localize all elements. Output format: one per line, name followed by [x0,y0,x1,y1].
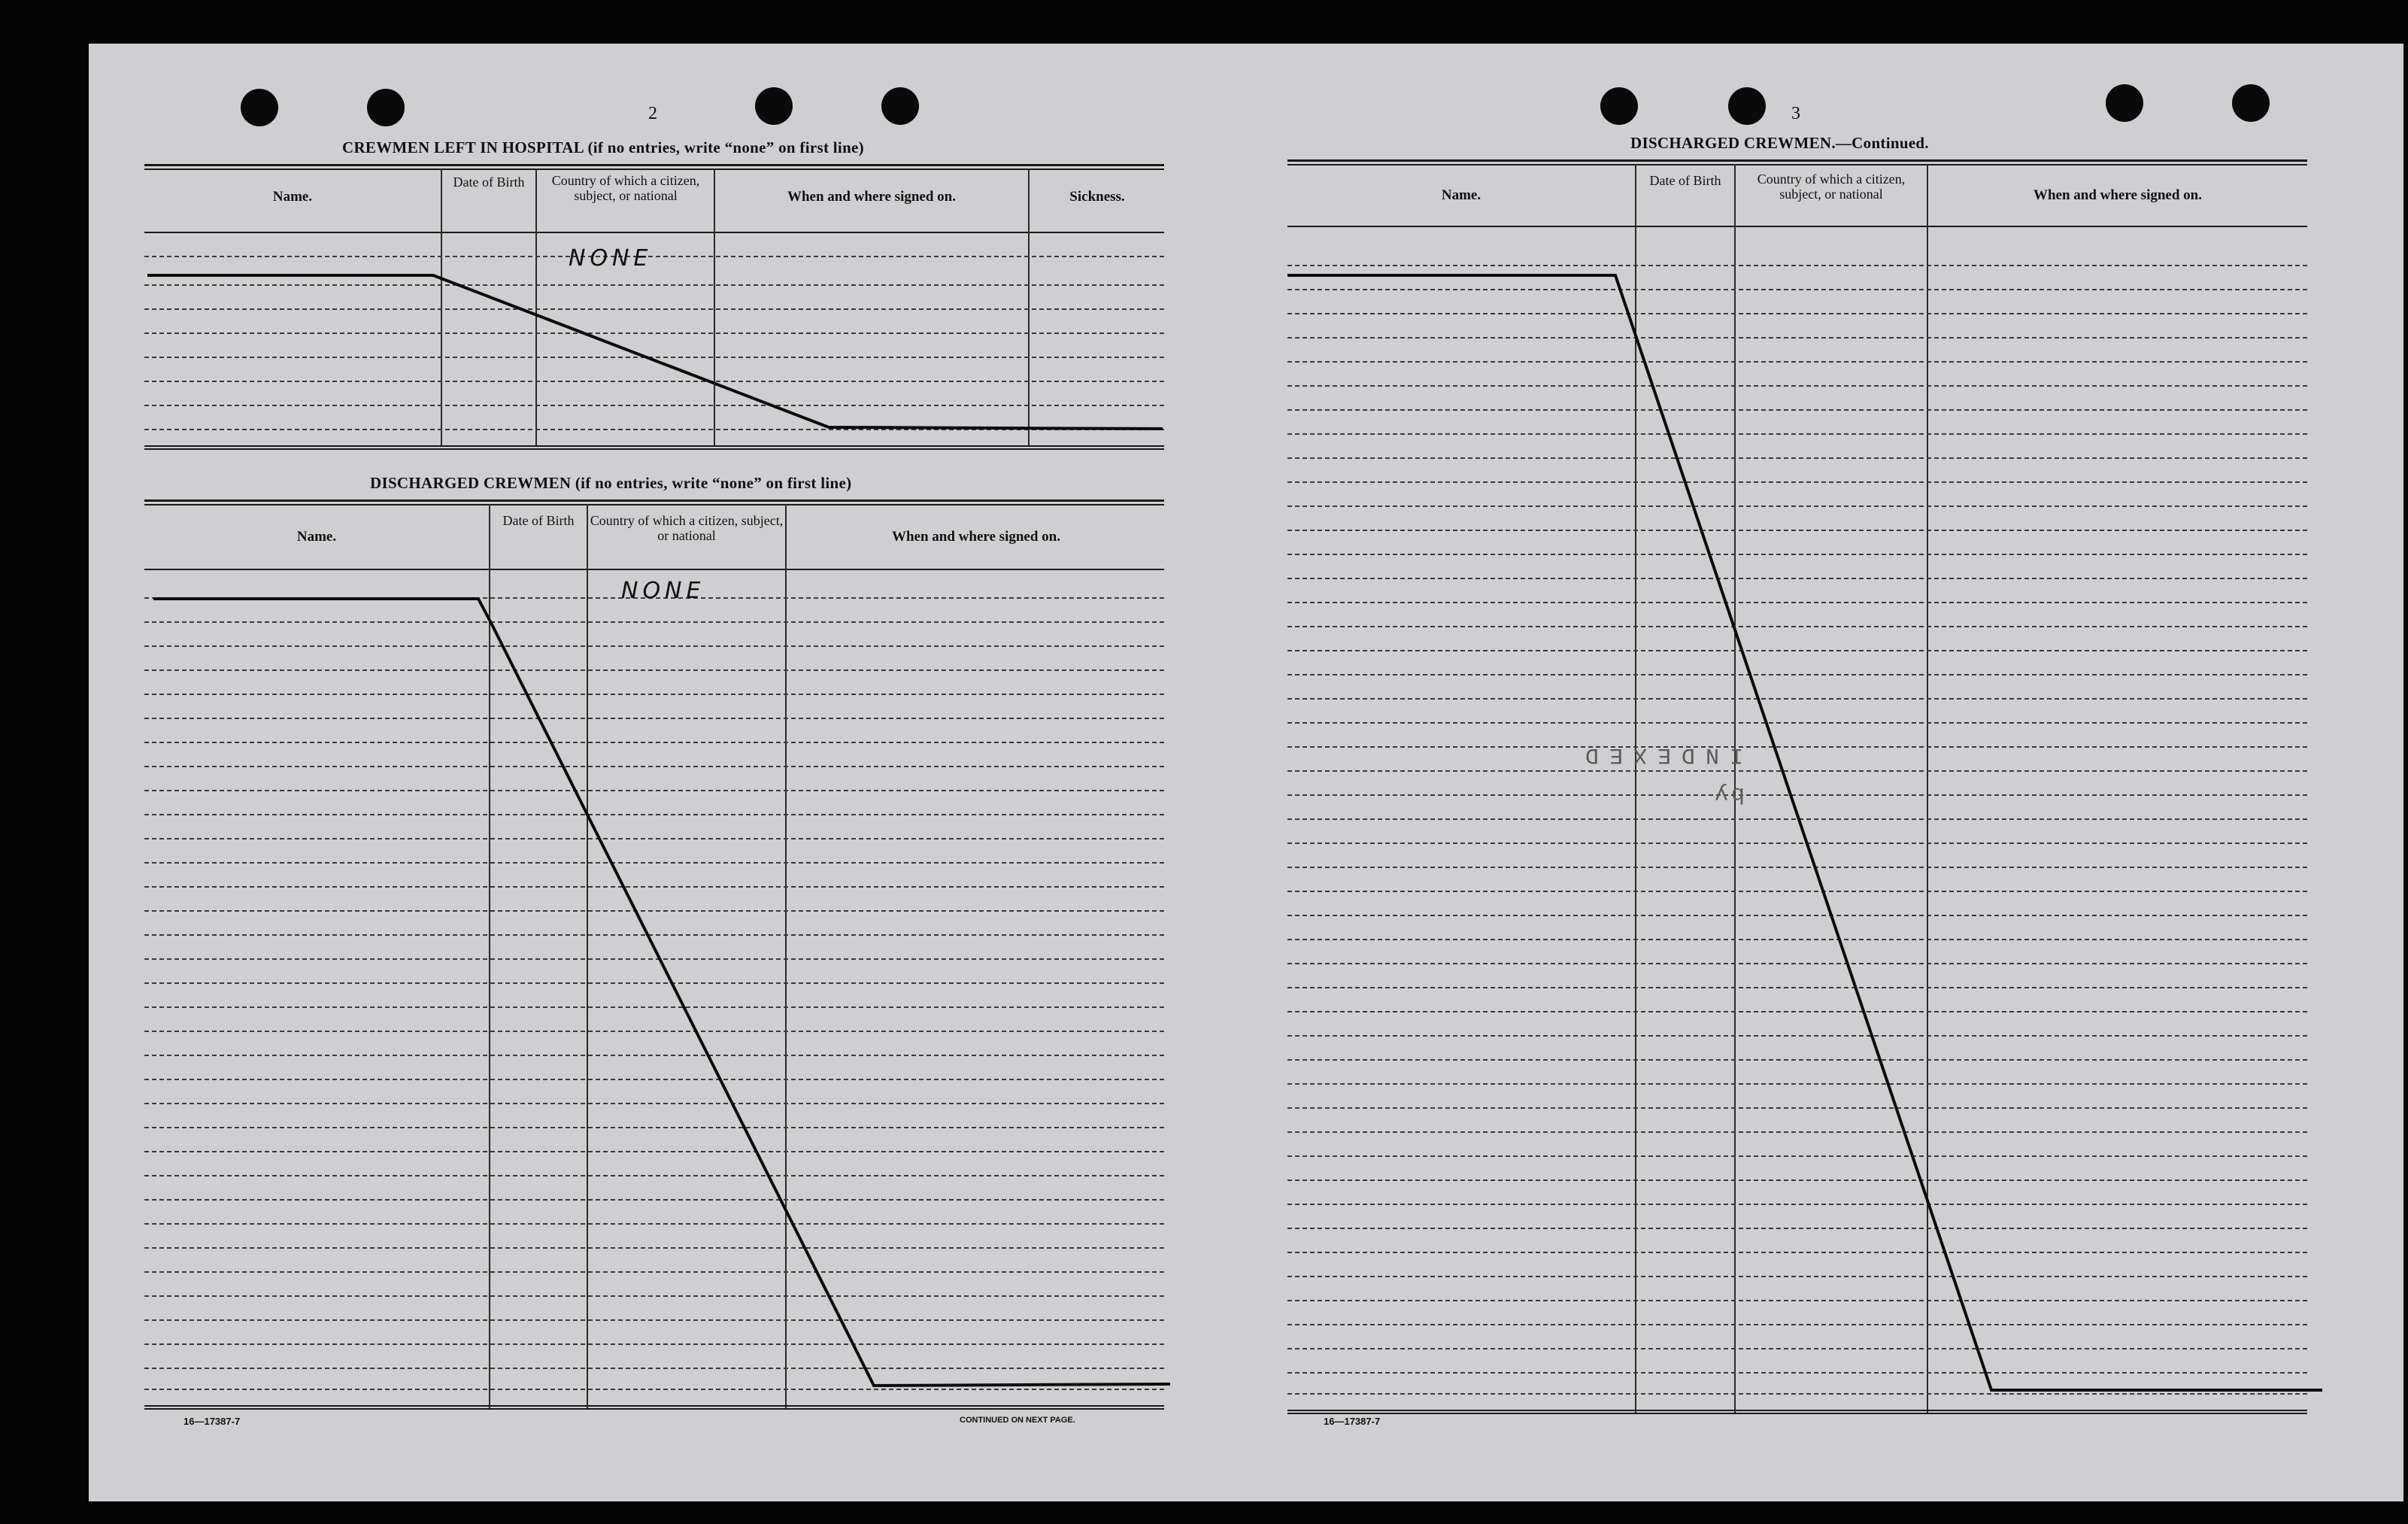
continued-note: CONTINUED ON NEXT PAGE. [960,1416,1075,1425]
page-number-left: 2 [648,104,657,123]
strike-line-hospital [147,275,1163,429]
col-country-label: Country of which a citizen, subject, or national [551,173,700,203]
col-name: Name. [272,189,313,205]
hospital-section-title: CREWMEN LEFT IN HOSPITAL (if no entries, write “none” on first line) [342,138,864,156]
col-when-where: When and where signed on. [787,189,956,205]
form-number-left: 16—17387-7 [183,1416,241,1427]
handwritten-none-hospital: NONE [569,245,653,272]
col-date-of-birth-label: Date of Birth [502,513,575,528]
col-when-where: When and where signed on. [891,529,1060,545]
col-when-where: When and where signed on. [2033,187,2202,203]
col-name: Name. [1441,187,1481,203]
col-country-label: Country of which a citizen, subject, or national [590,513,784,543]
form-number-right: 16—17387-7 [1324,1416,1381,1427]
col-date-of-birth-label: Date of Birth [453,175,525,190]
right-page-title: DISCHARGED CREWMEN.—Continued. [1630,134,1929,152]
indexed-stamp: INDEXED [1575,742,1744,767]
page-number-right: 3 [1791,104,1800,123]
col-sickness: Sickness. [1069,189,1125,205]
handwritten-none-discharged: NONE [621,578,705,604]
discharged-section-title: DISCHARGED CREWMEN (if no entries, write “none” on first line) [370,474,852,492]
strike-line-discharged-left [153,599,1170,1386]
strike-line-discharged-right [1287,275,2322,1390]
indexed-stamp-by: by [1712,781,1745,806]
col-date-of-birth-label: Date of Birth [1649,173,1721,188]
col-name: Name. [296,529,337,545]
col-country-label: Country of which a citizen, subject, or national [1757,172,1906,202]
